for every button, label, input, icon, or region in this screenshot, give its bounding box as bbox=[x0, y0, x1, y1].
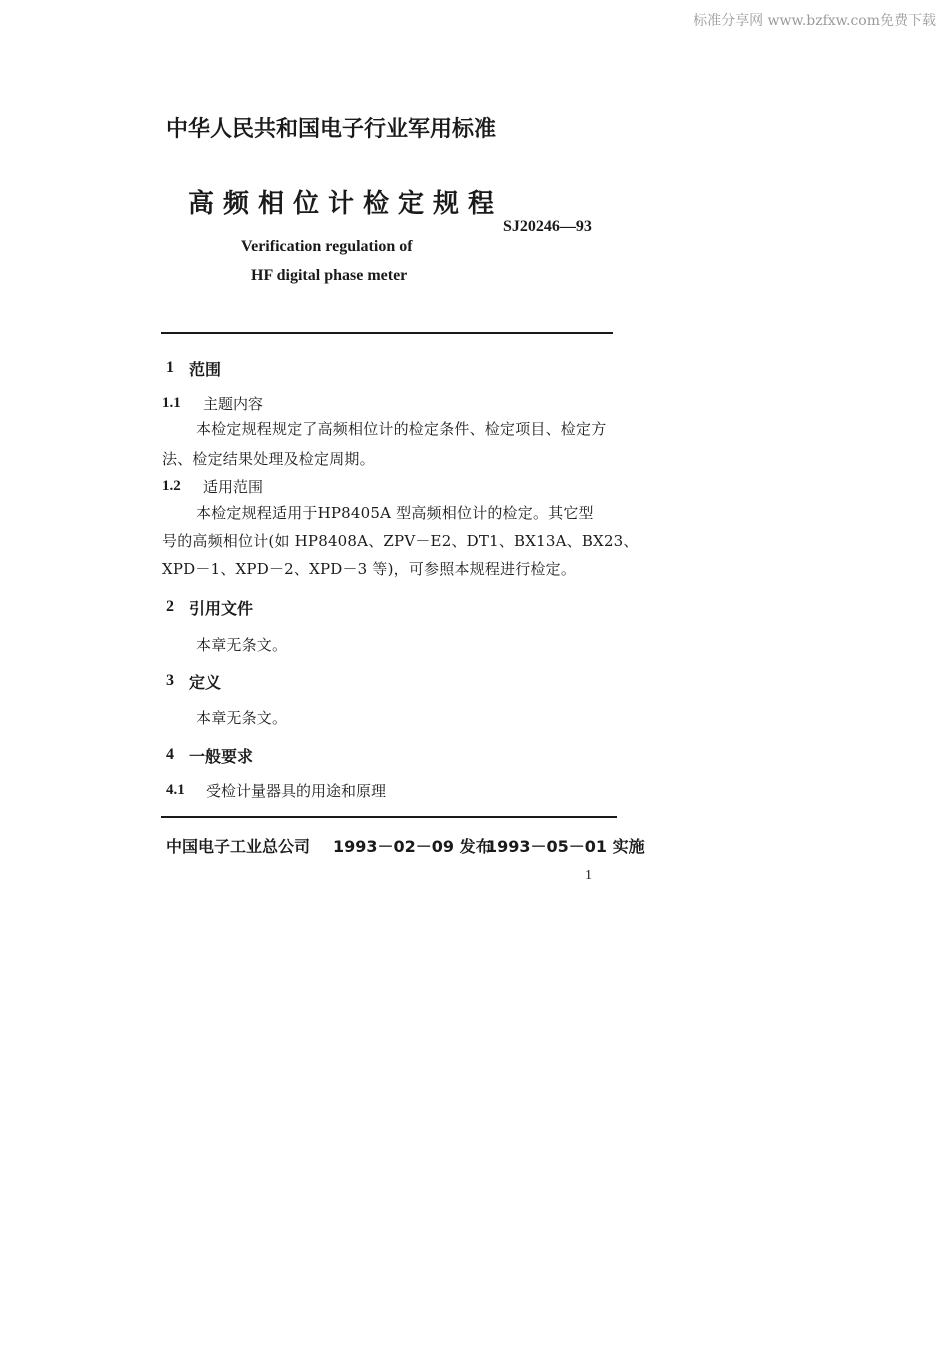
standard-organization: 中华人民共和国电子行业军用标准 bbox=[166, 117, 497, 142]
section-4-title: 一般要求 bbox=[189, 747, 254, 766]
header-divider bbox=[161, 332, 613, 334]
standard-code: SJ20246—93 bbox=[503, 218, 592, 235]
section-3-title: 定义 bbox=[189, 673, 222, 692]
section-1-1-paragraph-line-1: 本检定规程规定了高频相位计的检定条件、检定项目、检定方 bbox=[196, 420, 607, 438]
section-1-2-paragraph-line-2: 号的高频相位计(如 HP8408A、ZPV－E2、DT1、BX13A、BX23、 bbox=[162, 532, 639, 550]
section-3-paragraph: 本章无条文。 bbox=[196, 709, 288, 727]
section-1-title: 范围 bbox=[189, 360, 222, 379]
section-1-2-paragraph-line-3: XPD－1、XPD－2、XPD－3 等)，可参照本规程进行检定。 bbox=[162, 560, 577, 578]
section-1-1-title: 主题内容 bbox=[203, 395, 264, 413]
section-1-2-title: 适用范围 bbox=[203, 478, 264, 496]
implementation-date: 1993－05－01 实施 bbox=[486, 837, 645, 856]
section-1-2-paragraph-line-1: 本检定规程适用于HP8405A 型高频相位计的检定。其它型 bbox=[196, 504, 594, 522]
section-2-title: 引用文件 bbox=[189, 599, 254, 618]
issue-date: 1993－02－09 发布 bbox=[333, 837, 492, 856]
watermark-text: 标准分享网 www.bzfxw.com免费下载 bbox=[693, 13, 936, 29]
footer-divider bbox=[161, 816, 617, 818]
section-1-number: 1 bbox=[166, 359, 174, 376]
section-1-1-paragraph-line-2: 法、检定结果处理及检定周期。 bbox=[162, 450, 375, 468]
section-1-1-number: 1.1 bbox=[162, 395, 181, 411]
document-title-english-line-1: Verification regulation of bbox=[241, 238, 413, 255]
document-title-english-line-2: HF digital phase meter bbox=[251, 267, 408, 284]
section-4-1-number: 4.1 bbox=[166, 782, 185, 798]
issuing-organization: 中国电子工业总公司 bbox=[166, 837, 311, 856]
document-title-chinese: 高频相位计检定规程 bbox=[188, 189, 504, 219]
section-3-number: 3 bbox=[166, 672, 174, 689]
section-4-number: 4 bbox=[166, 746, 174, 763]
section-2-number: 2 bbox=[166, 598, 174, 615]
section-1-2-number: 1.2 bbox=[162, 478, 181, 494]
section-4-1-title: 受检计量器具的用途和原理 bbox=[206, 782, 387, 800]
page-number: 1 bbox=[585, 868, 592, 883]
section-2-paragraph: 本章无条文。 bbox=[196, 636, 288, 654]
